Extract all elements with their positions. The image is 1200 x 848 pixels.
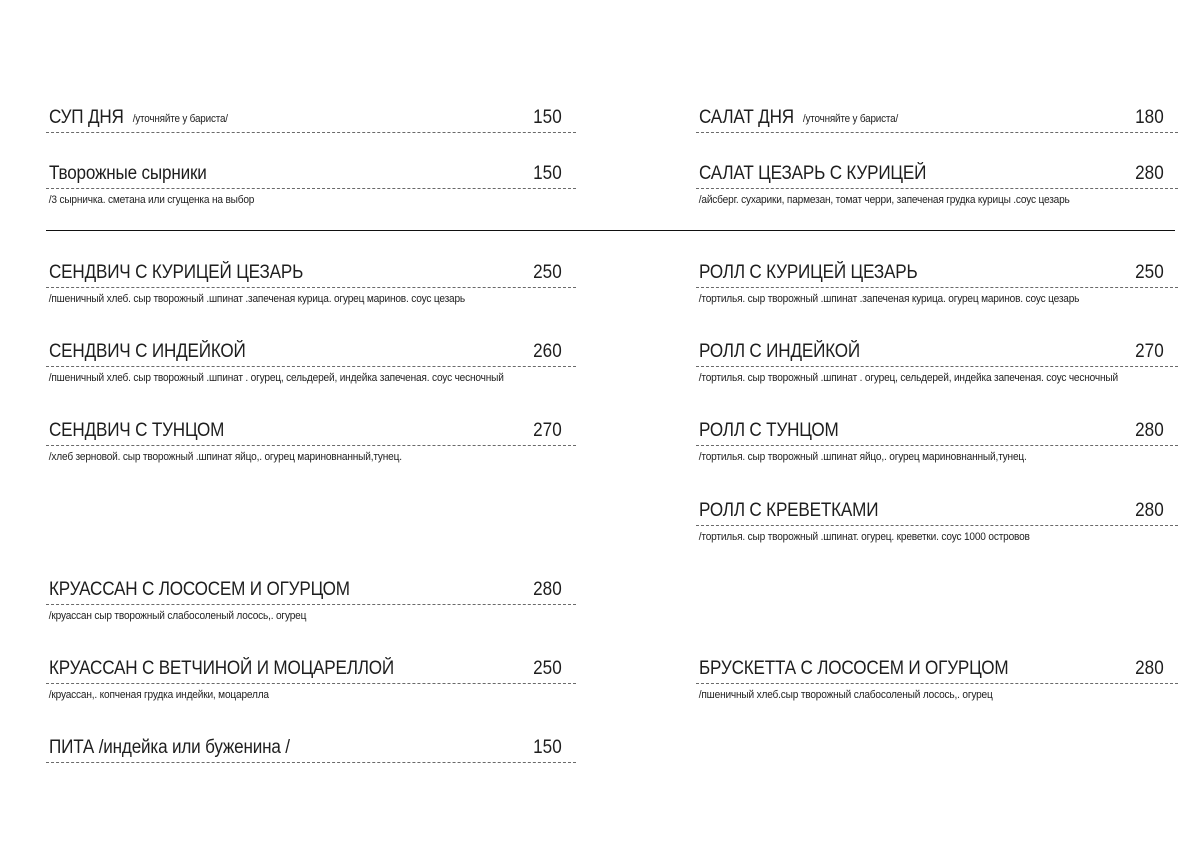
item-price: 280 xyxy=(533,579,562,600)
menu-item xyxy=(46,735,576,763)
item-price: 270 xyxy=(1135,341,1164,362)
item-row xyxy=(46,656,576,684)
item-name: БРУСКЕТТА С ЛОСОСЕМ И ОГУРЦОМ xyxy=(699,658,1009,679)
item-name: СЕНДВИЧ С КУРИЦЕЙ ЦЕЗАРЬ xyxy=(49,262,304,283)
item-description: /пшеничный хлеб.сыр творожный слабосоленый лосось,. огурец xyxy=(698,689,993,701)
menu-item xyxy=(696,339,1178,384)
item-row xyxy=(46,105,576,133)
menu-item xyxy=(696,656,1178,701)
item-description: /айсберг. сухарики, пармезан, томат черри, запеченая грудка курицы .соус цезарь xyxy=(698,194,1070,206)
item-row xyxy=(696,339,1178,367)
item-name: СУП ДНЯ xyxy=(49,107,124,128)
menu-item xyxy=(696,105,1178,133)
item-row xyxy=(696,656,1178,684)
item-name-wrap xyxy=(49,107,228,129)
item-price: 260 xyxy=(533,341,562,362)
item-row xyxy=(696,105,1178,133)
item-name: ПИТА /индейка или буженина / xyxy=(49,737,290,758)
menu-item xyxy=(696,498,1178,543)
item-description: /тортилья. сыр творожный .шпинат яйцо,. огурец мариновнанный,тунец. xyxy=(698,451,1027,463)
item-name: РОЛЛ С КУРИЦЕЙ ЦЕЗАРЬ xyxy=(699,262,918,283)
item-description: /круассан,. копченая грудка индейки, моцарелла xyxy=(48,689,269,701)
item-row xyxy=(46,339,576,367)
item-name: РОЛЛ С ТУНЦОМ xyxy=(699,420,839,441)
menu-item xyxy=(696,418,1178,463)
item-price: 270 xyxy=(533,420,562,441)
menu-item xyxy=(46,656,576,701)
item-row xyxy=(696,498,1178,526)
item-row xyxy=(696,418,1178,446)
item-note: /уточняйте у бариста/ xyxy=(132,113,228,125)
menu-item xyxy=(46,260,576,305)
item-description: /круассан сыр творожный слабосоленый лосось,. огурец xyxy=(48,610,307,622)
item-price: 150 xyxy=(533,737,562,758)
item-price: 280 xyxy=(1135,163,1164,184)
item-row xyxy=(46,418,576,446)
item-row xyxy=(696,260,1178,288)
item-price: 150 xyxy=(533,107,562,128)
item-row xyxy=(46,161,576,189)
item-price: 250 xyxy=(1135,262,1164,283)
item-name: СЕНДВИЧ С ТУНЦОМ xyxy=(49,420,225,441)
item-row xyxy=(46,735,576,763)
menu-item xyxy=(696,260,1178,305)
item-description: /тортилья. сыр творожный .шпинат. огурец. креветки. соус 1000 островов xyxy=(698,531,1030,543)
item-row xyxy=(46,577,576,605)
item-name: САЛАТ ЦЕЗАРЬ С КУРИЦЕЙ xyxy=(699,163,927,184)
item-price: 150 xyxy=(533,163,562,184)
item-description: /пшеничный хлеб. сыр творожный .шпинат . огурец, сельдерей, индейка запеченая. соус чесночный xyxy=(48,372,504,384)
item-price: 280 xyxy=(1135,658,1164,679)
item-price: 250 xyxy=(533,658,562,679)
item-row xyxy=(46,260,576,288)
item-note: /уточняйте у бариста/ xyxy=(802,113,899,125)
menu-item xyxy=(696,161,1178,206)
menu-item xyxy=(46,161,576,206)
item-price: 280 xyxy=(1135,420,1164,441)
item-row xyxy=(696,161,1178,189)
item-description: /тортилья. сыр творожный .шпинат . огурец, сельдерей, индейка запеченая. соус чесночный xyxy=(698,372,1118,384)
item-name: Творожные сырники xyxy=(49,163,207,184)
menu-item xyxy=(46,577,576,622)
item-name: СЕНДВИЧ С ИНДЕЙКОЙ xyxy=(49,341,246,362)
menu-item xyxy=(46,418,576,463)
item-price: 250 xyxy=(533,262,562,283)
section-divider xyxy=(46,230,1175,231)
item-price: 180 xyxy=(1135,107,1164,128)
item-name-wrap xyxy=(699,107,898,129)
item-name: РОЛЛ С ИНДЕЙКОЙ xyxy=(699,341,861,362)
item-name: РОЛЛ С КРЕВЕТКАМИ xyxy=(699,500,879,521)
menu-item xyxy=(46,105,576,133)
menu-item xyxy=(46,339,576,384)
item-name: КРУАССАН С ВЕТЧИНОЙ И МОЦАРЕЛЛОЙ xyxy=(49,658,395,679)
item-description: /3 сырничка. сметана или сгущенка на выбор xyxy=(48,194,255,206)
item-price: 280 xyxy=(1135,500,1164,521)
item-description: /тортилья. сыр творожный .шпинат .запеченая курица. огурец маринов. соус цезарь xyxy=(698,293,1080,305)
item-description: /пшеничный хлеб. сыр творожный .шпинат .запеченая курица. огурец маринов. соус цезарь xyxy=(48,293,466,305)
item-name: КРУАССАН С ЛОСОСЕМ И ОГУРЦОМ xyxy=(49,579,350,600)
item-description: /хлеб зерновой. сыр творожный .шпинат яйцо,. огурец мариновнанный,тунец. xyxy=(48,451,402,463)
item-name: САЛАТ ДНЯ xyxy=(699,107,794,128)
